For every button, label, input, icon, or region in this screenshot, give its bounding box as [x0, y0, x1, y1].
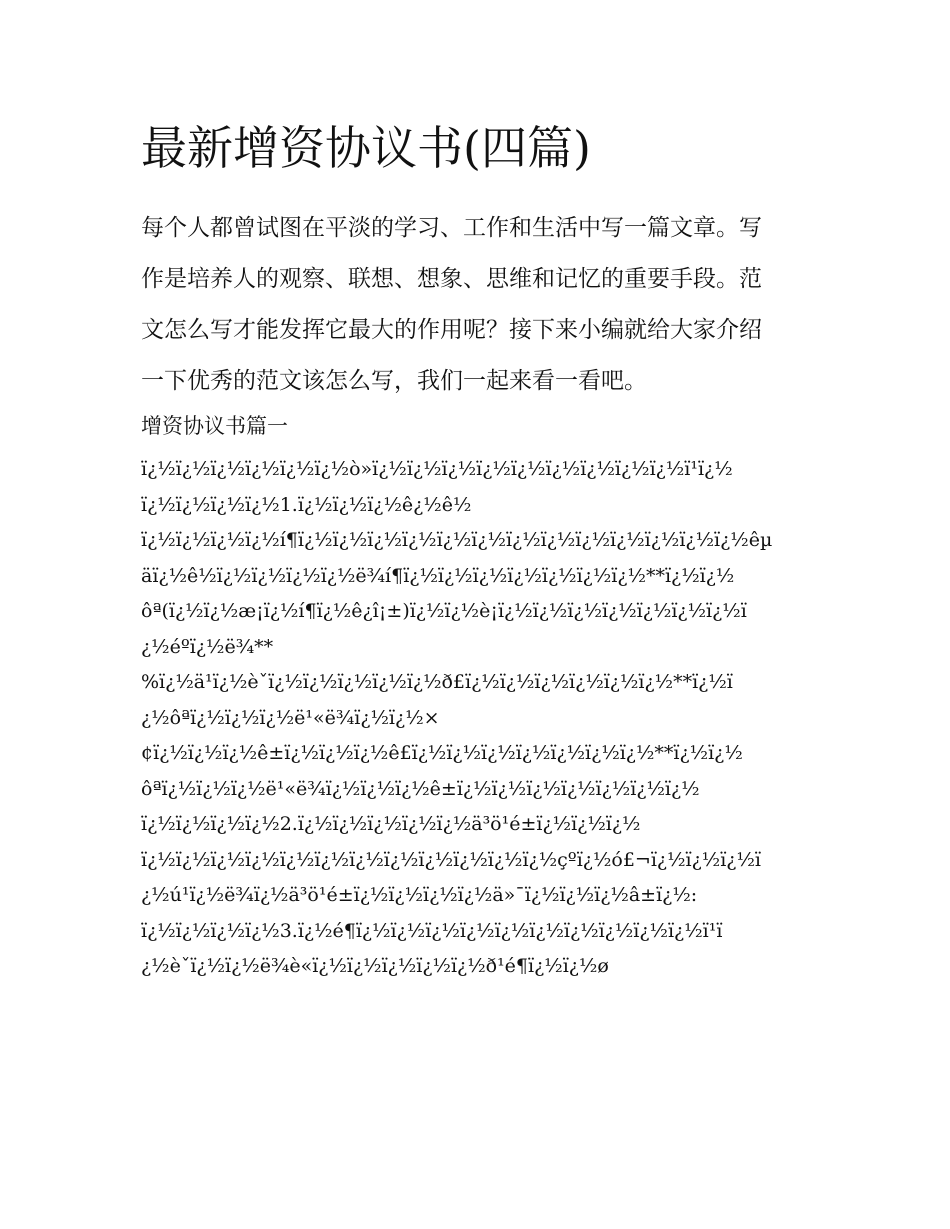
- intro-paragraph: [141, 203, 813, 407]
- intro-line: 每个人都曾试图在平淡的学习、工作和生活中写一篇文章。写: [141, 215, 762, 241]
- garbled-text-line: ï¿½ï¿½ï¿½ï¿½3.ï¿½é¶ï¿½ï¿½ï¿½ï¿½ï¿½ï¿½ï¿½ï¿½ï¿½ï¿½ï¹ï: [141, 919, 723, 942]
- garbled-text-line: ôª(ï¿½ï¿½æ¡ï¿½í¶ï¿½ê¿î¡±)ï¿½ï¿½è¡ï¿½ï¿½ï¿½ï¿½ï¿½ï¿½ï¿½ï: [141, 600, 747, 622]
- garbled-text-line: ¿½éºï¿½ë¾**: [141, 635, 274, 658]
- garbled-text-block: [141, 452, 813, 985]
- intro-line: 一下优秀的范文该怎么写，我们一起来看一看吧。: [141, 368, 647, 394]
- intro-line: 文怎么写才能发挥它最大的作用呢？接下来小编就给大家介绍: [141, 317, 762, 343]
- garbled-text-line: ¿½ôªï¿½ï¿½ï¿½ë¹«ë¾ï¿½ï¿½×: [141, 706, 440, 729]
- garbled-text-line: ¿½èˇï¿½ï¿½ë¾è«ï¿½ï¿½ï¿½ï¿½ï¿½ð¹é¶ï¿½ï¿½ø: [141, 955, 609, 977]
- garbled-text-line: ï¿½ï¿½ï¿½ï¿½2.ï¿½ï¿½ï¿½ï¿½ï¿½ä³ö¹é±ï¿½ï¿½ï¿½: [141, 813, 641, 835]
- garbled-text-line: ôªï¿½ï¿½ï¿½ë¹«ë¾ï¿½ï¿½ï¿½ê±ï¿½ï¿½ï¿½ï¿½ï¿½ï¿½ï¿½: [141, 777, 700, 800]
- section-heading: 增资协议书篇一: [141, 414, 288, 438]
- garbled-text-line: ï¿½ï¿½ï¿½ï¿½ï¿½ï¿½ò»ï¿½ï¿½ï¿½ï¿½ï¿½ï¿½ï¿½ï¿½ï¿½ï¹ï¿½: [141, 458, 733, 480]
- garbled-text-line: ¿½ú¹ï¿½ë¾ï¿½ä³ö¹é±ï¿½ï¿½ï¿½ï¿½ä»¯ï¿½ï¿½ï¿½â±ï¿½:: [141, 884, 698, 906]
- garbled-text-line: ï¿½ï¿½ï¿½ï¿½ï¿½ï¿½ï¿½ï¿½ï¿½ï¿½ï¿½ï¿½çºï¿½ó£¬ï¿½ï¿½ï¿½ï: [141, 848, 761, 871]
- garbled-text-line: ï¿½ï¿½ï¿½ï¿½í¶ï¿½ï¿½ï¿½ï¿½ï¿½ï¿½ï¿½ï¿½ï¿½ï¿½ï¿½ï¿½ï¿½êµ: [141, 529, 773, 551]
- garbled-text-line: %ï¿½ä¹ï¿½èˇï¿½ï¿½ï¿½ï¿½ï¿½ð£ï¿½ï¿½ï¿½ï¿½ï¿½ï¿½**ï¿½ï: [141, 671, 733, 693]
- garbled-text-line: ¢ï¿½ï¿½ï¿½ê±ï¿½ï¿½ï¿½ê£ï¿½ï¿½ï¿½ï¿½ï¿½ï¿½ï¿½**ï¿½ï¿½: [141, 742, 743, 764]
- document-title: 最新增资协议书(四篇): [141, 121, 591, 175]
- intro-line: 作是培养人的观察、联想、想象、思维和记忆的重要手段。范: [141, 266, 762, 292]
- garbled-text-line: ï¿½ï¿½ï¿½ï¿½1.ï¿½ï¿½ï¿½ê¿½ê½: [141, 493, 472, 516]
- garbled-text-line: äï¿½ê½ï¿½ï¿½ï¿½ï¿½ë¾í¶ï¿½ï¿½ï¿½ï¿½ï¿½ï¿½ï¿½**ï¿½ï¿½: [141, 564, 735, 587]
